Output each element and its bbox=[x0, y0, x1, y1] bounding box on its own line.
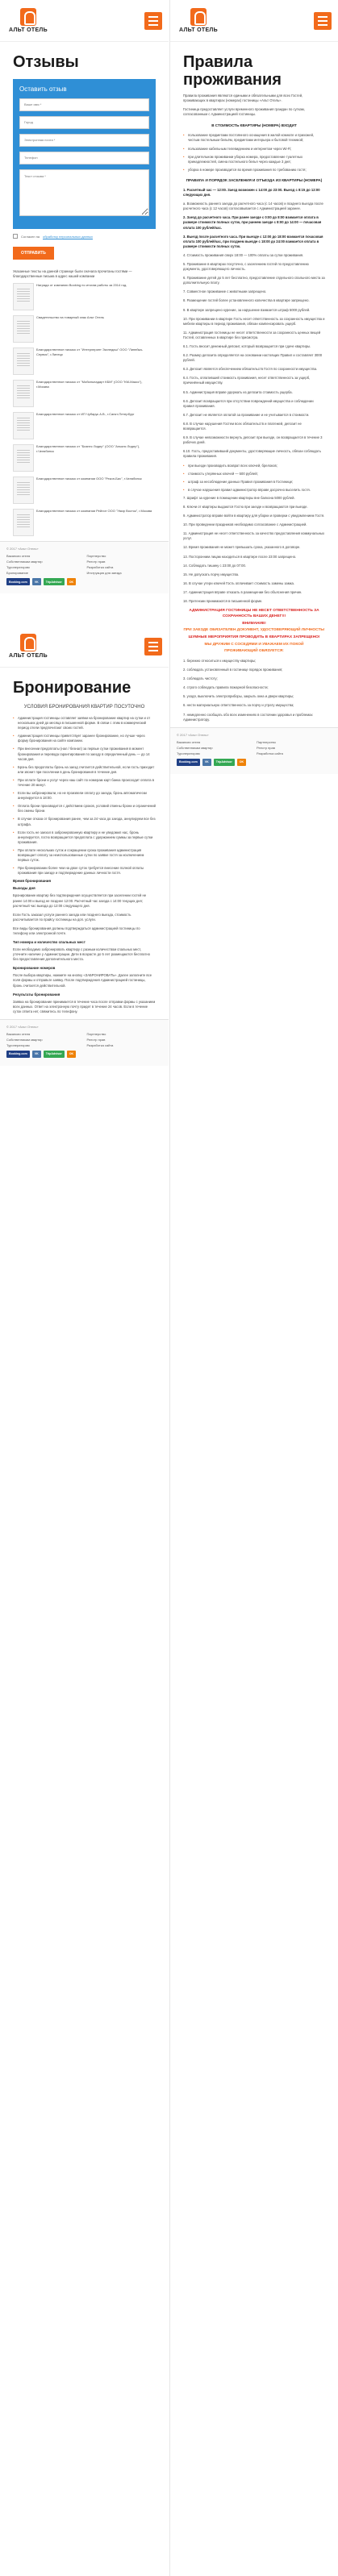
doc-caption: Благодарственное письмо от компании Рейлот ООО "Умир Восток", г.Москва bbox=[36, 509, 152, 514]
rule-paragraph: 6.3. Депозит является обеспечением обязательств Гостя по сохранности имущества. bbox=[183, 367, 318, 372]
list-item: • При оплате нескольких суток и сокращении срока проживания администрация возвращает оплату за неиспользованные сутки по заявке гостя за исключением первых суток. bbox=[13, 848, 156, 863]
rule-paragraph: 8. Ключи от квартиры выдаются Гостю при заезде и возвращаются при выезде. bbox=[183, 504, 308, 509]
footer-link[interactable]: Инструкция для заезда bbox=[86, 571, 122, 576]
footer bbox=[0, 1019, 169, 1066]
footer-links bbox=[177, 740, 332, 755]
agree-label: Согласен на bbox=[21, 234, 40, 239]
footer-links bbox=[6, 1032, 162, 1047]
obligation-item: 3. соблюдать чистоту; bbox=[183, 676, 218, 681]
footer-badge[interactable]: TripAdvisor bbox=[44, 1051, 65, 1058]
booking-heading-3: Бронирование номеров bbox=[13, 966, 56, 971]
footer-link[interactable]: Партнерство bbox=[86, 1031, 106, 1036]
doc-caption: Благодарственное письмо от компании ООО "Рекон-Бис", г.Челябинск bbox=[36, 476, 142, 481]
docs-list bbox=[0, 283, 169, 536]
list-item: • В случае отказа от бронирования ранее, чем за 24 часа до заезда, аннулируем все без штрафа. bbox=[13, 817, 156, 826]
footer-link[interactable]: Партнерство bbox=[257, 739, 276, 744]
rule-paragraph: 2. Заезд до расчетного часа. При ранее заезде с 0:00 до 8:00 взимается оплата в размере стоимости полных суток, при раннем заезде с 8:00 до 14:00 — почасовая оплата 100 рублей/час. bbox=[183, 215, 322, 230]
rule-paragraph: 4. Стоимость проживания сверх 18:00 — 100% оплаты за сутки проживания. bbox=[183, 252, 304, 257]
footer-link[interactable]: Собственникам квартир bbox=[6, 560, 43, 564]
email-input[interactable] bbox=[19, 134, 149, 147]
obligation-item: 4. строго соблюдать правила пожарной безопасности; bbox=[183, 685, 269, 690]
obligations-list bbox=[170, 659, 338, 722]
booking-sub-1: Выходы дня bbox=[13, 886, 35, 891]
obligation-item: 5. уходя, выключить электроприборы, закрыть окна и двери квартиры; bbox=[183, 694, 294, 699]
section-heading-includes: В СТОИМОСТЬ КВАРТИРЫ (НОМЕРА) ВХОДИТ bbox=[211, 123, 297, 128]
rule-paragraph: 10. При проживании в квартире Гость несет ответственность за сохранность имущества и мебели квартиры в период проживания, обязан компенсировать ущерб. bbox=[183, 316, 325, 326]
footer-badges bbox=[177, 759, 332, 766]
footer-badge[interactable]: OK bbox=[67, 1051, 76, 1058]
list-item: • в случае нарушения правил администратор вправе досрочно выселить гостя. bbox=[183, 488, 325, 493]
booking-heading-4: Результаты бронирования bbox=[13, 992, 61, 997]
rule-paragraph: 18. Претензии принимаются в письменной форме. bbox=[183, 599, 263, 603]
rule-paragraph: 14. Соблюдать тишину с 23:00 до 07:00. bbox=[183, 563, 246, 568]
doc-item[interactable] bbox=[0, 444, 169, 472]
rule-paragraph: 6.7. Депозит не является оплатой за проживание и не учитывается в стоимости. bbox=[183, 412, 310, 417]
footer-badge[interactable]: OK bbox=[237, 759, 246, 766]
footer-badge[interactable]: Booking.com bbox=[177, 759, 200, 766]
doc-caption: Благодарственное письмо от "Мобильнадарт КБМ" (ООО "КМ-Максс"), г.Москва bbox=[36, 380, 143, 389]
rule-paragraph: 6.5. Администрация вправе удержать из депозита стоимость ущерба. bbox=[183, 389, 293, 394]
footer-link[interactable]: Партнерство bbox=[86, 554, 106, 559]
obligation-item: 2. соблюдать установленный в гостинице порядок проживания; bbox=[183, 668, 283, 672]
list-item: • пользование предметами постоянного оснащения в жилой комнате и прихожей, чистым постельным бельём, предметами интерьера и бытовой техникой; bbox=[183, 133, 325, 143]
site-header bbox=[0, 626, 169, 668]
footer-badge[interactable]: TripAdvisor bbox=[44, 578, 65, 585]
list-item: • При внесении предоплаты (нал / безнал) за первые сутки проживания в момент бронирования и перевода гарантирования по заезду в определенный день — до 14 часов дня. bbox=[13, 747, 156, 761]
list-item: • уборка в номере производится во время проживания по требованию гостя; bbox=[183, 168, 325, 173]
footer-link[interactable]: Реестр прав bbox=[86, 1037, 106, 1042]
rule-paragraph: 9. Администратор вправе войти в квартиру для уборки и проверки с уведомлением Гостя. bbox=[183, 514, 325, 518]
rule-paragraph: 6.6. Депозит возвращается при отсутствии повреждений имущества и соблюдении правил проживания. bbox=[183, 398, 314, 408]
rules-list-2 bbox=[170, 464, 338, 493]
booking-text-4: Если необходимо забронировать квартиру с разным количеством спальных мест, уточните наличие у Администрации. Дети в возрасте до 5 лет размещаются бесплатно без предоставления дополнительного места. bbox=[13, 947, 150, 962]
booking-text-5: После выбора квартиры, нажмите на кнопку «ЗАБРОНИРОВАТЬ». Далее заполните все поля формы и отправьте заявку. После подтверждения Администрацией гостиницы, бронь считается действительной. bbox=[13, 973, 152, 988]
doc-item[interactable] bbox=[0, 347, 169, 375]
rule-paragraph: 17. Администрация вправе отказать в размещении без объяснения причин. bbox=[183, 589, 303, 594]
list-item: • при выезде производить возврат всех ключей, брелоков; bbox=[183, 464, 325, 468]
rule-paragraph: 3. Выезд после расчетного часа. При выезде с 12:00 до 18:00 взимается почасовая оплата 100 рублей/час, при позднем выезде с 18:00 до 24:00 взимается оплата в размере стоимости полных суток. bbox=[183, 234, 323, 248]
right-column bbox=[169, 0, 338, 2576]
logo-text: АЛЬТ ОТЕЛЬ bbox=[9, 27, 48, 33]
list-item: • Бронь без предоплаты бронь на заезд считается действительной, если гость приходит или звонит при поселении в день бронирования в течение дня. bbox=[13, 765, 156, 775]
footer-link[interactable]: Вакансии отеля bbox=[6, 554, 31, 559]
doc-caption: Свидетельство на товарный знак Альт Отель bbox=[36, 315, 104, 320]
rules-paragraphs bbox=[170, 188, 338, 460]
page-subtitle: УСЛОВИЯ БРОНИРОВАНИЯ КВАРТИР ПОСУТОЧНО bbox=[23, 705, 145, 710]
footer-link[interactable]: Разработка сайта bbox=[86, 565, 114, 570]
rule-paragraph: 11. Администрация гостиницы не несет ответственности за сохранность ценных вещей Гостей, оставленных в квартире без присмотра. bbox=[183, 330, 321, 339]
rule-paragraph: 6.9. В случае невозможности вернуть депозит при выезде, он возвращается в течение 3 рабочих дней. bbox=[183, 435, 323, 445]
footer-badge[interactable]: VK bbox=[32, 578, 41, 585]
document-thumbnail[interactable] bbox=[13, 380, 34, 407]
footer-link[interactable]: Разработка сайта bbox=[86, 1042, 114, 1047]
site-header bbox=[0, 0, 169, 42]
footer-badge[interactable]: TripAdvisor bbox=[214, 759, 235, 766]
rule-paragraph: 6.4. Гость, оплативший стоимость проживания, несет ответственность за ущерб, причинённый имуществу. bbox=[183, 376, 311, 385]
page-title: Бронирование bbox=[13, 679, 131, 697]
footer-badge[interactable]: Booking.com bbox=[6, 1051, 30, 1058]
rule-paragraph: 13. Посторонним лицам находиться в квартире после 23:00 запрещено. bbox=[183, 554, 297, 559]
rule-paragraph: 10. При проведении праздников необходимо согласование с Администрацией. bbox=[183, 522, 307, 527]
rule-paragraph: 6.2. Размер депозита определяется на основании настоящих Правил и составляет 3000 рублей. bbox=[183, 353, 323, 363]
agree-checkbox[interactable] bbox=[13, 234, 18, 239]
warning-money: АДМИНИСТРАЦИЯ ГОСТИНИЦЫ НЕ НЕСЕТ ОТВЕТСТВЕННОСТЬ ЗА СОХРАННОСТЬ ВАШИХ ДЕНЕГ!!! bbox=[189, 609, 319, 618]
list-item: • Администрация гостиницы оставляет заявки на бронирование квартир на сутки и от нескольких дней до месяца в письменной форме. В связи с этим в коммерческий период отели предпочитают своих гостей. bbox=[13, 716, 156, 730]
list-item: • При оплате брони и услуг через наш сайт по номерам карт банка происходит оплата в течение 20 минут. bbox=[13, 778, 156, 788]
logo-icon bbox=[20, 8, 36, 26]
logo-icon bbox=[20, 634, 36, 651]
doc-item[interactable] bbox=[0, 315, 169, 343]
document-thumbnail[interactable] bbox=[13, 315, 34, 343]
obligations-heading: ПРОЖИВАЮЩИЙ ОБЯЗУЕТСЯ: bbox=[224, 649, 284, 654]
rule-paragraph: 15. Не допускать порчу имущества. bbox=[183, 572, 240, 576]
list-item: • Администрация гостиницы приветствует заранее бронирование, но лучше через форму бронирования на сайте компании. bbox=[13, 734, 156, 743]
doc-item[interactable] bbox=[0, 509, 169, 536]
footer-link[interactable]: Туроператорам bbox=[6, 1042, 30, 1047]
rule-paragraph: 16. В случае утери ключей Гость оплачивает стоимость замены замка. bbox=[183, 581, 295, 585]
section-heading-checkin: ПРАВИЛА И ПОРЯДОК ЗАСЕЛЕНИЯ И ОТЪЕЗДА ИЗ КВАРТИРЫ (НОМЕРА) bbox=[186, 177, 323, 182]
warning-attention: ВНИМАНИЕ! bbox=[242, 621, 266, 626]
rule-paragraph: 11. Администрация не несет ответственность за качество предоставления коммунальных услуг. bbox=[183, 531, 325, 541]
document-thumbnail[interactable] bbox=[13, 444, 34, 472]
footer-link[interactable]: Вакансии отеля bbox=[177, 739, 201, 744]
booking-heading-1: Время бронирования bbox=[13, 879, 52, 884]
footer-badges bbox=[6, 1051, 162, 1058]
list-item: • Оплата брони производится с действием сроков, условий отмены брони и ограничений без смены брони. bbox=[13, 804, 156, 814]
booking-text-2: Если Гость заказал услуги раннего заезда или позднего выезда, стоимость рассчитывается по прайсу гостиницы на доп. услуги. bbox=[13, 912, 131, 922]
document-thumbnail[interactable] bbox=[13, 412, 34, 439]
reviews-intro: Указанные тексты на данной странице были сначала прочитаны гостями — благодарственные письма в адрес нашей компании bbox=[13, 269, 132, 279]
document-thumbnail[interactable] bbox=[13, 283, 34, 310]
rule-paragraph: 5. Проживание в квартирах посуточно, с заселением гостей по предоставлению документа, удостоверяющего личность. bbox=[183, 261, 309, 272]
footer bbox=[170, 727, 338, 774]
list-item: • при длительном проживании уборка номера, предоставление туалетных принадлежностей, смена постельного белья через каждые 3 дня; bbox=[183, 155, 325, 164]
footer-link[interactable]: Туроператорам bbox=[6, 565, 30, 570]
footer-badges bbox=[6, 578, 162, 585]
menu-icon[interactable] bbox=[144, 12, 162, 30]
footer-copy: © 2017 «Альт Отель» bbox=[177, 732, 209, 737]
booking-text-1: Бронирование квартир без подтверждения осуществляется при заселении гостей не ранее 14:00 и выезд не позднее 12:00. Расчетный час заезда с 14:00 текущих дня; расчетный час выезда до 12:00 следующего дня. bbox=[13, 893, 147, 908]
obligation-item: 7. немедленно сообщать обо всех изменениях в состоянии здоровья и проблемах Администратору. bbox=[183, 712, 313, 722]
list-item: • пользование кабельным телевидением и интернетом через Wi-Fi; bbox=[183, 147, 325, 152]
footer-link[interactable]: Собственникам квартир bbox=[6, 1037, 43, 1042]
menu-icon[interactable] bbox=[144, 638, 162, 655]
obligation-item: 6. нести материальную ответственность за порчу и утрату имущества; bbox=[183, 703, 294, 708]
footer-badge[interactable]: OK bbox=[67, 578, 76, 585]
rule-paragraph: 9. В квартире запрещено курение, за нарушение взимается штраф 5000 рублей. bbox=[183, 307, 311, 312]
rules-paragraphs-2 bbox=[170, 496, 338, 604]
booking-text-6: Заявка на бронирование принимается в течение часа после отправки формы с указанием всех данных. Ответ на электронную почту придет в течение 24 часов. Если в течение суток ответа нет, свяжитесь по телефону. bbox=[13, 999, 156, 1013]
list-item: • стоимость утерянных ключей — 500 рублей; bbox=[183, 472, 325, 476]
footer-link[interactable]: Вакансии отеля bbox=[6, 1031, 31, 1036]
footer-link[interactable]: Реестр прав bbox=[257, 745, 275, 750]
logo-text: АЛЬТ ОТЕЛЬ bbox=[9, 653, 48, 660]
doc-item[interactable] bbox=[0, 412, 169, 439]
form-title: Оставить отзыв bbox=[19, 85, 67, 93]
footer-link[interactable]: Реестр прав bbox=[86, 560, 106, 564]
rule-paragraph: 6.10. Гость, предоставивший документы, удостоверяющие личность, обязан соблюдать правила проживания. bbox=[183, 449, 321, 459]
rule-paragraph: 12. Время проживания не может превышать срока, указанного в договоре. bbox=[183, 545, 301, 550]
list-item: • Если вы забронировали, но не произвели оплату до заезда, бронь автоматически аннулируется в 18:00. bbox=[13, 791, 156, 801]
menu-icon[interactable] bbox=[314, 12, 332, 30]
rule-paragraph: 7. Шрифт за курение в помещении квартиры вне балкона 5000 рублей. bbox=[183, 495, 295, 500]
rule-paragraph: 6.1. Гость вносит денежный депозит, который возвращается при сдаче квартиры. bbox=[183, 344, 311, 348]
review-form bbox=[13, 79, 156, 229]
doc-item[interactable] bbox=[0, 380, 169, 407]
document-thumbnail[interactable] bbox=[13, 476, 34, 504]
submit-button[interactable]: ОТПРАВИТЬ bbox=[13, 247, 54, 260]
footer-badge[interactable]: VK bbox=[202, 759, 211, 766]
agree-link[interactable]: обработку персональных данных bbox=[43, 234, 93, 239]
name-input[interactable] bbox=[19, 98, 149, 111]
obligation-item: 1. бережно относиться к имуществу квартиры; bbox=[183, 659, 257, 664]
doc-caption: Награда от компании Booking по итогам работы за 2014 год. bbox=[36, 283, 127, 288]
footer-link[interactable]: Собственникам квартир bbox=[177, 745, 213, 750]
page-title: Отзывы bbox=[13, 53, 79, 71]
footer-copy: © 2017 «Альт Отель» bbox=[6, 1024, 39, 1029]
rules-intro-2: Гостиница предоставляет услуги временного проживания граждан по суткам, согласованным с Администрацией гостиницы. bbox=[183, 107, 305, 117]
agree-row bbox=[0, 234, 169, 239]
rule-paragraph: 6. Проживание детей до 5 лет бесплатно, предоставление отдельного спального места за дополнительную плату. bbox=[183, 276, 325, 285]
footer-badge[interactable]: VK bbox=[32, 1051, 41, 1058]
logo-icon bbox=[190, 8, 207, 26]
footer bbox=[0, 541, 169, 593]
doc-caption: Благодарственное письмо от "Интерлеринт Экспедиш" ООО "Линейка-Сервис", г.Липецк bbox=[36, 347, 144, 356]
list-item: • Если гость не заехал в забронированную квартиру и не уведомил нас, бронь аннулируется, гостю возвращается предоплата с удержанием суммы за первые сутки проживания. bbox=[13, 830, 156, 845]
rule-paragraph: 6.8. В случае нарушения Гостем всех обязательств и платежей, депозит не возвращается. bbox=[183, 421, 302, 431]
rule-paragraph: 1. Расчетный час — 12:00. Заезд возможен с 14:00 до 23:00. Выезд с 8:15 до 12:00 следующих дня. bbox=[183, 187, 320, 198]
city-input[interactable] bbox=[19, 116, 149, 129]
rule-paragraph: 8. Размещение гостей более установленного количества в квартире запрещено. bbox=[183, 298, 310, 303]
doc-item[interactable] bbox=[0, 476, 169, 504]
footer-badge[interactable]: Booking.com bbox=[6, 578, 30, 585]
footer-links bbox=[6, 554, 162, 575]
footer-copy: © 2017 «Альт Отель» bbox=[6, 547, 39, 551]
rules-intro-1: Правила проживания являются едиными и обязательными для всех Гостей, проживающих в квартирах (номерах) гостиницы «Альт Отель». bbox=[183, 94, 303, 103]
warning-noise: ШУМНЫЕ МЕРОПРИЯТИЯ ПРОВОДИТЬ В КВАРТИРАХ ЗАПРЕЩЕНО! bbox=[188, 635, 320, 639]
warning-document: ПРИ ЗАЕЗДЕ ОБЯЗАТЕЛЕН ДОКУМЕНТ, УДОСТОВЕРЯЮЩИЙ ЛИЧНОСТЬ! bbox=[183, 628, 325, 633]
doc-caption: Благодарственное письмо от "Бизнес Лидер" (ООО "Альянс Лидер"), г.Челябинск bbox=[36, 444, 140, 453]
review-textarea[interactable] bbox=[19, 169, 149, 216]
page-title: Правила проживания bbox=[183, 53, 282, 89]
footer-link[interactable]: Туроператорам bbox=[177, 751, 200, 755]
logo[interactable] bbox=[9, 634, 48, 660]
doc-caption: Благодарственное письмо от ИП Чубарук А.В., г.Санкт-Петербург bbox=[36, 412, 135, 417]
logo[interactable] bbox=[179, 8, 218, 33]
booking-rules-list bbox=[0, 716, 169, 876]
booking-heading-2: Тип номера и количество спальных мест bbox=[13, 940, 86, 945]
list-item: • штраф за несоблюдение данных Правил проживания в Гостинице; bbox=[183, 480, 325, 485]
doc-item[interactable] bbox=[0, 283, 169, 310]
site-header bbox=[170, 0, 338, 42]
logo-text: АЛЬТ ОТЕЛЬ bbox=[179, 27, 218, 33]
document-thumbnail[interactable] bbox=[13, 347, 34, 375]
document-thumbnail[interactable] bbox=[13, 509, 34, 536]
footer-link[interactable]: Бронирование bbox=[6, 571, 28, 576]
rule-paragraph: 7. Совместное проживание с животными запрещено. bbox=[183, 289, 267, 294]
phone-input[interactable] bbox=[19, 152, 149, 164]
rule-paragraph: а. Возможность раннего заезда до расчетного часа (с 14 часов) и позднего выезда после расчетного часа (с 12 часов) согласовывается с Администрацией заранее. bbox=[183, 202, 323, 211]
logo[interactable] bbox=[9, 8, 48, 33]
warning-neighbors: МЫ ДРУЖИМ С СОСЕДЯМИ И УВАЖАЕМ ИХ ПОКОЙ bbox=[204, 642, 304, 647]
list-item: • При бронировании более чем на двое суток требуется внесение полной оплаты проживания при заезде и подтверждение данных личности гостя. bbox=[13, 866, 156, 876]
includes-list bbox=[170, 133, 338, 173]
booking-text-3: Все виды бронирования должны подтверждаться администрацией гостиницы по телефону или электронной почте. bbox=[13, 926, 140, 935]
footer-link[interactable]: Разработка сайта bbox=[257, 751, 283, 755]
